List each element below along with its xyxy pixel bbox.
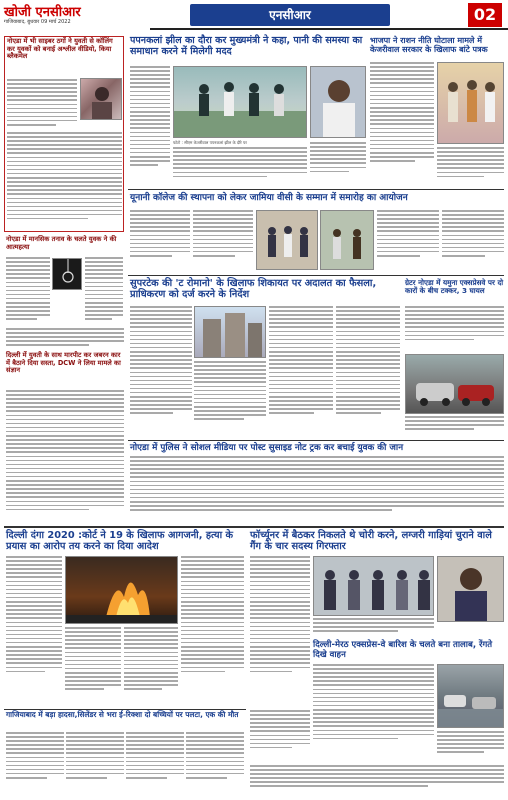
body-text-7b [194,361,266,436]
body-text-6 [130,210,190,270]
headline-riots: दिल्ली दंगा 2020 :कोर्ट ने 19 के खिलाफ आगजनी, हत्या के प्रयास का आरोप तय करने का दिया आदेश [6,530,234,553]
photo-portrait-2 [437,556,504,622]
photo-unani-2 [320,210,374,270]
photo-gang-arrest [313,556,434,616]
headline-fortuner: फॉर्च्यूनर में बैठकर निकलते थे चोरी करने, लग्जरी गाड़ियां चुराने वाले गैंग के चार सदस्य गिरफ्तार [250,530,492,553]
divider-4 [4,526,504,528]
body-text-7c [269,306,333,436]
photo-cyber [80,78,122,120]
body-text-5 [370,62,434,186]
body-text-4b [173,147,307,185]
body-text-8 [405,306,504,352]
body-text-10 [6,556,62,706]
body-text-9 [130,456,504,522]
photo-bjp-protest [437,62,504,144]
body-text-6d [442,210,504,270]
body-text-1b [7,132,122,228]
masthead-bar [0,0,508,30]
divider-1 [128,189,504,190]
headline-suicide: नोएडा में मानसिक तनाव के चलते युवक ने की आत्महत्या [6,235,117,251]
body-text-5b [437,147,504,185]
body-text-12 [313,664,434,762]
divider-3 [128,440,504,441]
photo-supertech [194,306,266,358]
body-text-6b [193,210,253,270]
body-text-2b [85,257,123,327]
photo-cm-visit [173,66,307,138]
body-text-11b [313,618,434,638]
headline-expressway: दिल्ली-मेरठ एक्सप्रेस-वे बारिश के चलते बना तालाब, रेंगते दिखे वाहन [313,640,493,660]
photo-portrait [310,66,366,138]
body-text-4 [130,66,170,186]
body-text-8b [405,416,504,436]
body-text-6c [377,210,439,270]
photo-suicide [52,258,82,290]
body-text-7d [336,306,400,436]
photo-riots [65,556,178,624]
body-text-4c [310,142,366,184]
body-text-13c [126,732,184,794]
body-text-1 [7,79,77,131]
body-text-10d [181,556,244,706]
section-title: एनसीआर [190,4,390,26]
body-text-10c [124,627,178,707]
headline-erickshaw: गाजियाबाद में बड़ा हादसा,सिलेंडर से भरा ई-रिक्शा दो बच्चियों पर पलटा, एक की मौत [6,710,239,719]
paper-name: खोजी एनसीआर [4,5,81,20]
body-text-13b [66,732,124,794]
body-text-2c [6,328,124,350]
body-text-7 [130,306,192,436]
dateline: गाजियाबाद, बुधवार 09 मार्च 2022 [4,19,71,25]
masthead [0,0,150,30]
photo-unani-1 [256,210,318,270]
headline-dcw: दिल्ली में युवती के साथ मारपीट कर जबरन कार में बैठाने दिया सस्ता, DCW ने लिया मामले का संज्ञान [6,351,121,375]
body-text-11d [250,765,504,795]
body-text-10b [65,627,121,707]
headline-police: नोएडा में पुलिस ने सोशल मीडिया पर पोस्ट सुसाइड नोट ट्रक कर बचाई युवक की जान [130,443,404,453]
headline-bjp: भाजपा ने राशन नीति घोटाला मामले में केजरीवाल सरकार के खिलाफ बांटे पत्रक [370,36,488,55]
body-text-12b [437,731,504,763]
body-text-3 [6,390,124,524]
body-text-2 [6,257,50,327]
body-text-13d [186,732,244,794]
body-text-11c [250,710,310,762]
divider-2 [128,275,504,276]
headline-unani: यूनानी कॉलेज की स्थापना को लेकर जामिया वीसी के सम्मान में समारोह का आयोजन [130,193,408,203]
photo-waterlogging [437,664,504,728]
headline-cyber-fraud: नोएडा में भी साइबर ठगों ने युवती से कॉलिंग कर युवकों को बनाई अश्लील वीडियो, किया ब्लैकमेल [7,37,113,61]
headline-papankalan: पपनकलां झील का दौरा कर मुख्यमंत्री ने कहा, पानी की समस्या का समाधान करने में मिलेगी मदद [130,35,363,57]
body-text-11 [250,556,310,706]
page-number: 02 [468,3,502,27]
headline-accident: ग्रेटर नोएडा में यमुना एक्सप्रेसवे पर दो कारों के बीच टक्कर, 3 घायल [405,278,504,296]
body-text-13 [6,732,64,794]
headline-supertech: सुपरटेक की 'ट रोमानो' के खिलाफ शिकायत पर अदालत का फैसला, प्राधिकरण को दर्ज करने के निर्देश [130,278,377,301]
photo-accident [405,354,504,414]
photo-caption: फोटो : सीएम केजरीवाल पपनकलां झील के दौरे पर [173,140,247,145]
